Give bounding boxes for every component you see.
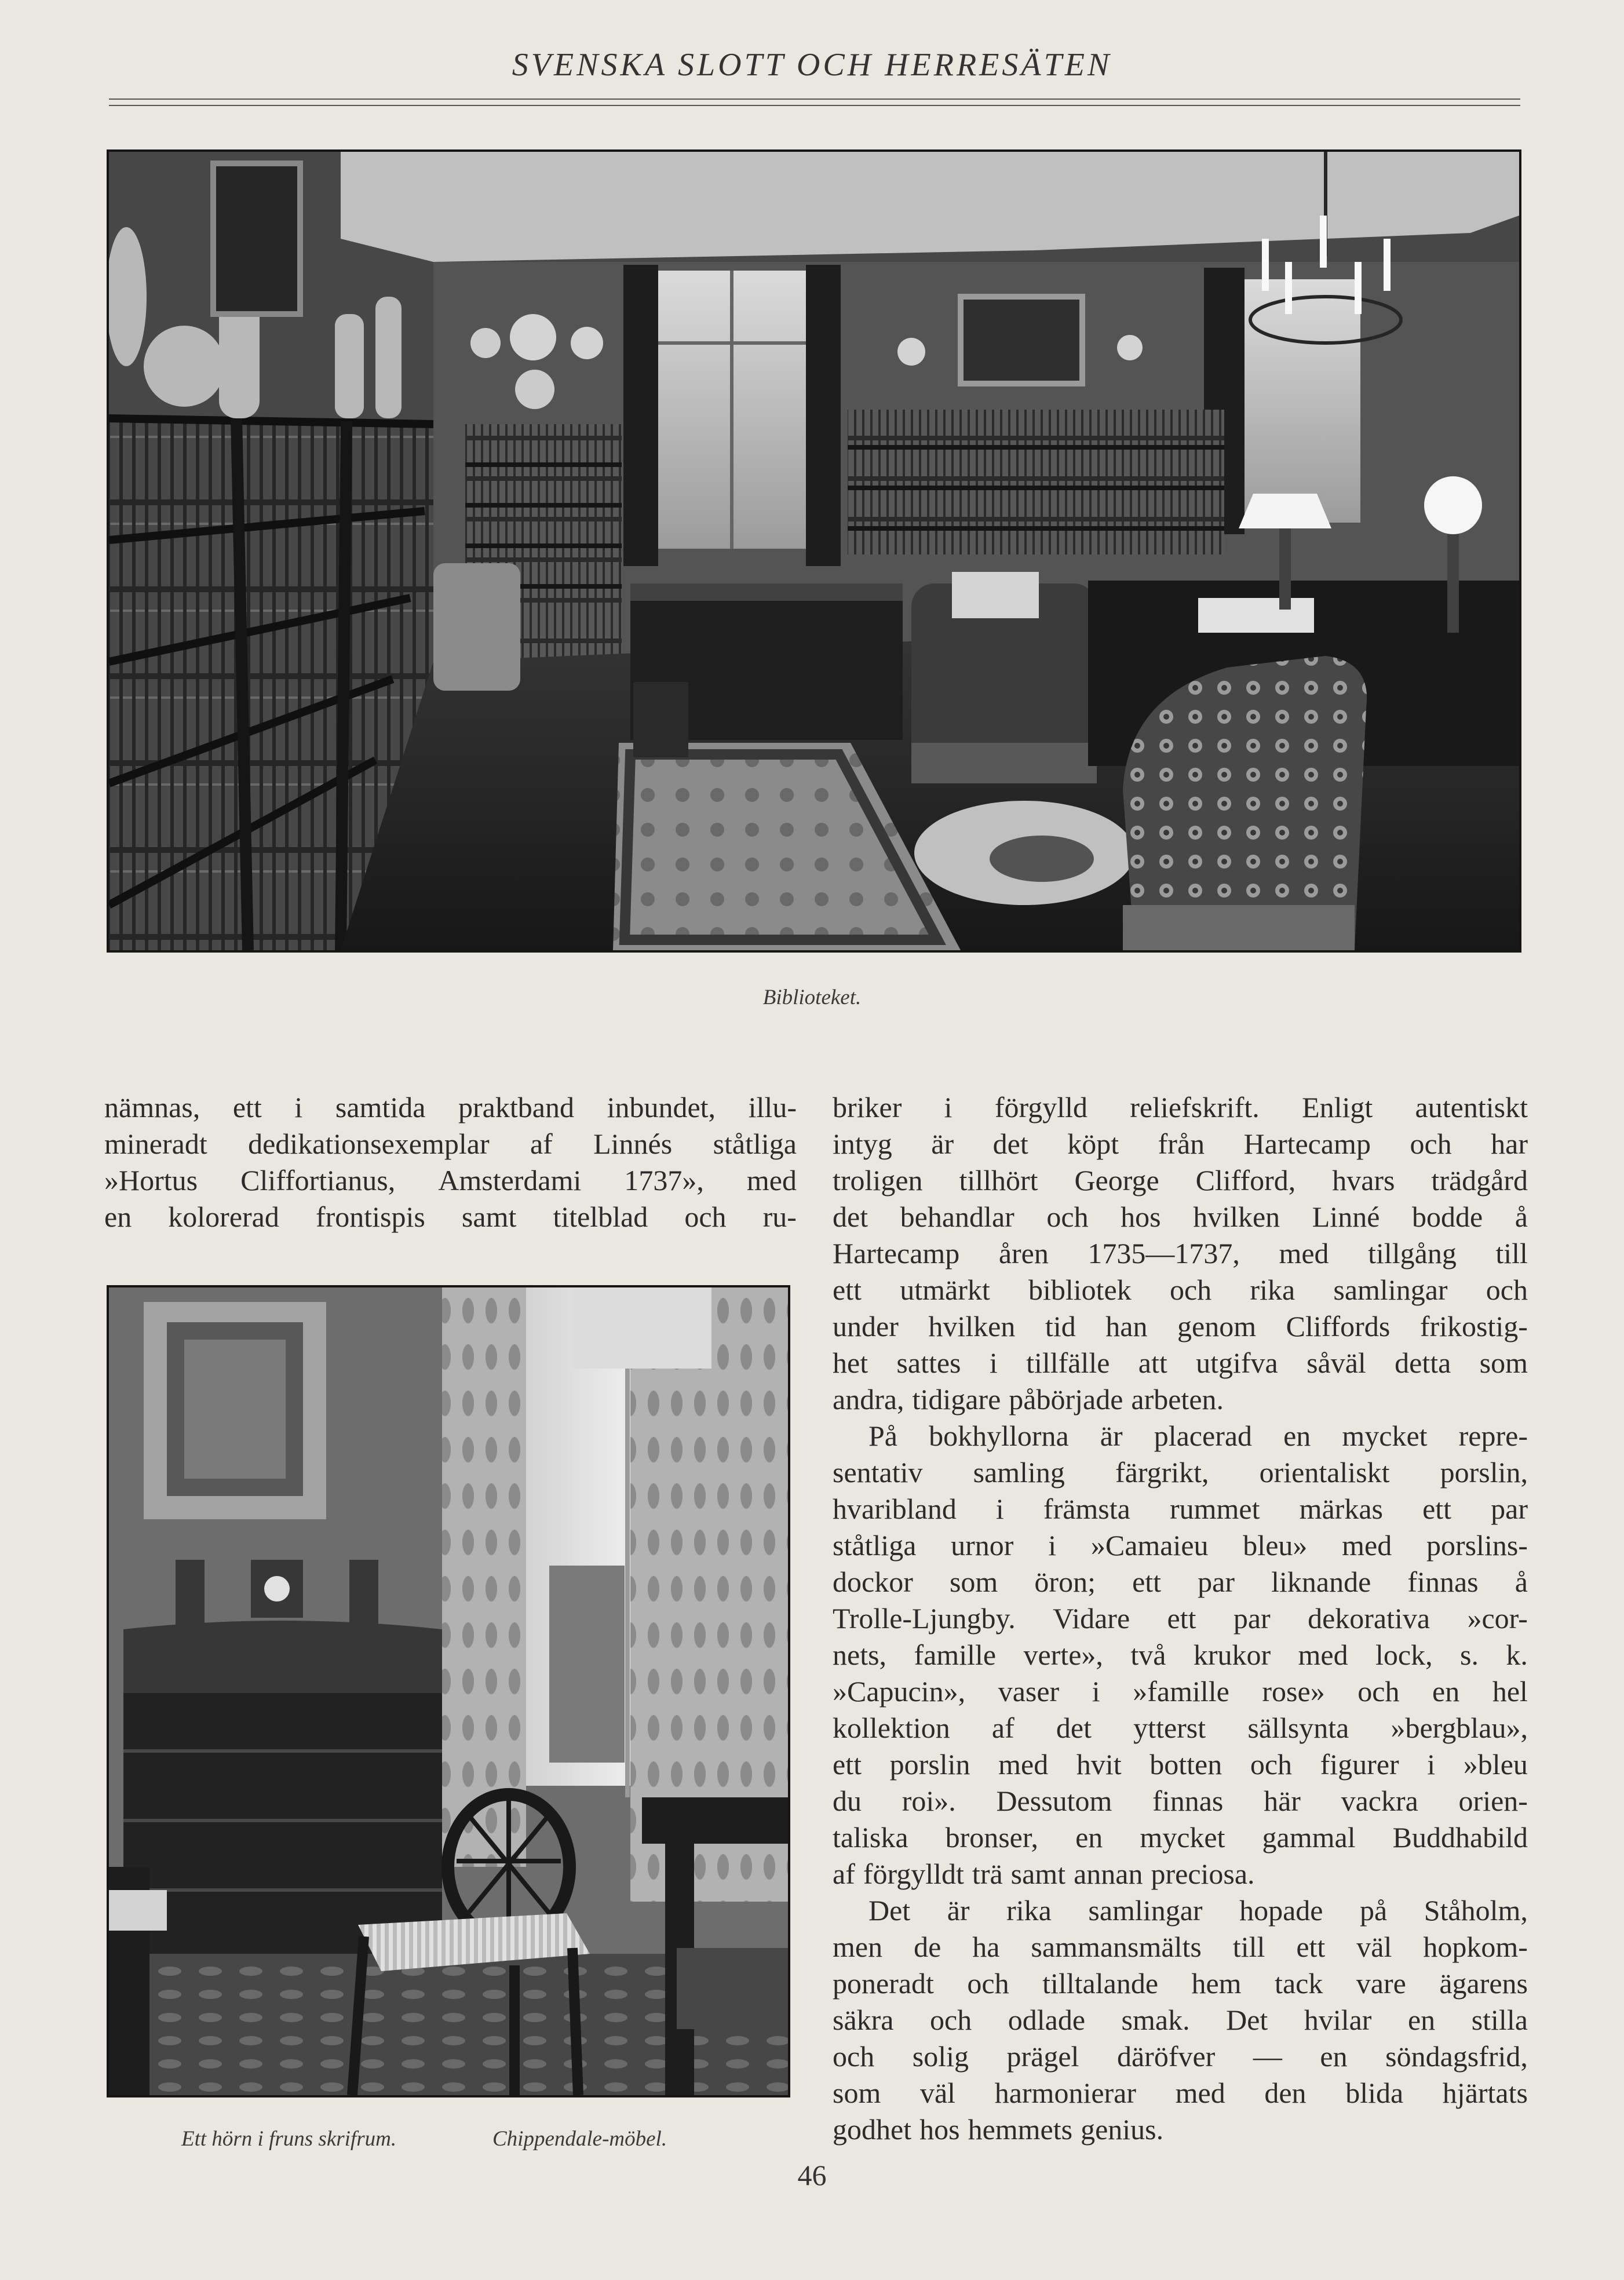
text-line: det behandlar och hos hvilken Linné bodde å — [833, 1201, 1528, 1233]
text-line: intyg är det köpt från Hartecamp och har — [833, 1128, 1528, 1160]
text-line: godhet hos hemmets genius. — [833, 2113, 1164, 2146]
text-line: het sattes i tillfälle att utgifva såväl detta som — [833, 1347, 1528, 1379]
left-text-column — [104, 1089, 797, 1235]
running-head: SVENSKA SLOTT OCH HERRESÄTEN — [512, 47, 1112, 83]
text-line: nämnas, ett i samtida praktband inbundet, illu- — [104, 1091, 797, 1123]
page-number: 46 — [797, 2159, 827, 2191]
text-line: andra, tidigare påbörjade arbeten. — [833, 1383, 1224, 1416]
text-line: sentativ samling färgrikt, orientaliskt porslin, — [833, 1456, 1528, 1489]
text-line: och solig prägel däröfver — en söndagsfrid, — [833, 2040, 1528, 2073]
text-line: men de ha sammansmälts till ett väl hopkom- — [833, 1931, 1528, 1963]
text-line: På bokhyllorna är placerad en mycket repre- — [868, 1420, 1528, 1452]
text-line: hvaribland i främsta rummet märkas ett par — [833, 1493, 1528, 1525]
text-line: af förgylldt trä samt annan preciosa. — [833, 1858, 1255, 1890]
text-line: taliska bronser, en mycket gammal Buddhabild — [833, 1821, 1528, 1854]
text-line: »Hortus Cliffortianus, Amsterdami 1737», med — [104, 1164, 797, 1196]
text-line: mineradt dedikationsexemplar af Linnés ståtliga — [104, 1128, 797, 1160]
text-line: säkra och odlade smak. Det hvilar en stilla — [833, 2004, 1528, 2036]
header-rule — [109, 99, 1520, 100]
text-line: Trolle-Ljungby. Vidare ett par dekorativa »cor- — [833, 1602, 1528, 1635]
library-caption: Biblioteket. — [762, 986, 862, 1009]
text-line: Det är rika samlingar hopade på Ståholm, — [868, 1894, 1528, 1927]
text-line: poneradt och tilltalande hem tack vare ägarens — [833, 1967, 1528, 2000]
text-line: som väl harmonierar med den blida hjärtats — [833, 2077, 1528, 2109]
text-line: dockor som öron; ett par liknande finnas å — [833, 1566, 1528, 1598]
text-line: ståtliga urnor i »Camaieu bleu» med porslins- — [833, 1529, 1528, 1562]
text-line: ett utmärkt bibliotek och rika samlingar och — [833, 1274, 1528, 1306]
text-line: »Capucin», vaser i »famille rose» och en hel — [833, 1675, 1528, 1708]
right-text-column — [833, 1089, 1528, 2148]
writing-room-photo — [107, 1285, 790, 2097]
text-line: kollektion af det ytterst sällsynta »bergblau», — [833, 1712, 1528, 1744]
text-line: en kolorerad frontispis samt titelblad och ru- — [104, 1201, 797, 1233]
text-line: briker i förgylld reliefskrift. Enligt autentiskt — [833, 1091, 1528, 1123]
text-line: under hvilken tid han genom Cliffords frikostig- — [833, 1310, 1528, 1343]
library-photo — [107, 149, 1521, 953]
furniture-caption: Chippendale-möbel. — [492, 2127, 667, 2151]
text-line: nets, famille verte», två krukor med lock, s. k. — [833, 1639, 1528, 1671]
text-line: Hartecamp åren 1735—1737, med tillgång till — [833, 1237, 1528, 1269]
text-line: du roi». Dessutom finnas här vackra orien- — [833, 1785, 1528, 1817]
text-line: ett porslin med hvit botten och figurer i »bleu — [833, 1748, 1528, 1781]
writing-room-caption: Ett hörn i fruns skrifrum. — [181, 2127, 397, 2151]
header-rule-double — [109, 105, 1520, 106]
text-line: troligen tillhört George Clifford, hvars trädgård — [833, 1164, 1528, 1196]
